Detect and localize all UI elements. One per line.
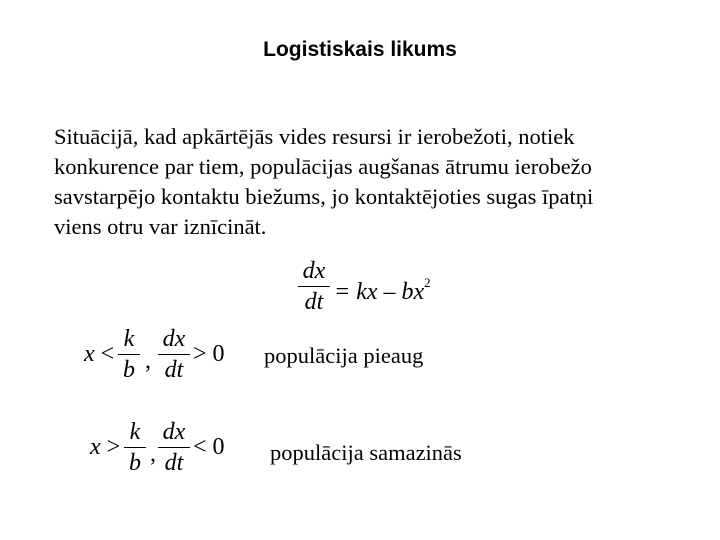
derivative-fraction [158, 326, 190, 383]
page-title: Logistiskais likums [263, 38, 457, 61]
condition-variable: x [84, 341, 95, 367]
fraction-numerator: k [129, 419, 141, 445]
fraction-denominator: b [123, 357, 135, 383]
paragraph-line: savstarpējo kontaktu biežums, jo kontaktējoties sugas īpatņi [54, 184, 594, 209]
fraction-numerator: dx [162, 326, 186, 352]
condition-relation: > [106, 434, 121, 460]
paragraph-line: Situācijā, kad apkārtējās vides resursi ir ierobežoti, notiek [54, 124, 575, 149]
equation-lhs-numerator: dx [302, 258, 326, 284]
condition-var [84, 341, 114, 368]
fraction-bar [158, 354, 190, 355]
equation-lhs-fraction [298, 258, 330, 315]
condition-description: populācija pieaug [264, 343, 424, 368]
condition-var [90, 434, 120, 461]
equation-rhs [334, 275, 431, 306]
comma: , [145, 348, 151, 374]
derivative-sign: < 0 [193, 434, 225, 460]
condition-variable: x [90, 434, 101, 460]
paragraph-line: konkurence par tiem, populācijas augšanas ātrumu ierobežo [54, 154, 592, 179]
derivative-sign: > 0 [193, 341, 225, 367]
fraction-bar [124, 447, 146, 448]
paragraph-line: viens otru var iznīcināt. [54, 214, 267, 239]
comma: , [150, 441, 156, 467]
intro-paragraph [54, 122, 674, 242]
equation-lhs-denominator: dt [304, 289, 324, 315]
fraction-bar [298, 286, 330, 287]
fraction-bar [118, 354, 140, 355]
condition-description: populācija samazinās [270, 440, 462, 465]
equation-rhs-text: = kx – bx [334, 279, 425, 305]
fraction-bar [158, 447, 190, 448]
derivative-fraction [158, 419, 190, 476]
k-over-b-fraction [124, 419, 146, 476]
fraction-denominator: dt [164, 357, 184, 383]
equation-exponent: 2 [424, 275, 431, 290]
fraction-denominator: dt [164, 450, 184, 476]
k-over-b-fraction [118, 326, 140, 383]
fraction-numerator: dx [162, 419, 186, 445]
fraction-denominator: b [129, 450, 141, 476]
condition-relation: < [100, 341, 115, 367]
fraction-numerator: k [123, 326, 135, 352]
